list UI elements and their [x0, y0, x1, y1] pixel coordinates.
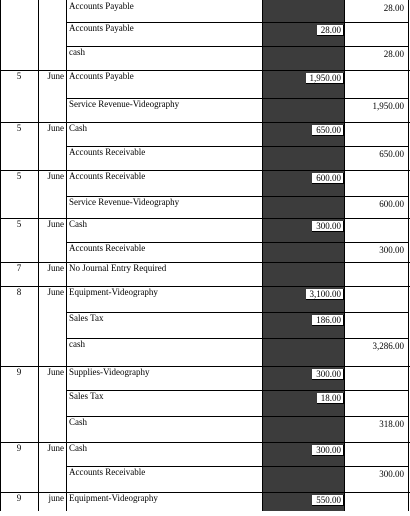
entry-date: June — [47, 367, 64, 377]
entry-number: 5 — [16, 123, 22, 133]
table-row — [0, 492, 410, 516]
credit-amount: 650.00 — [379, 149, 404, 159]
credit-amount: 318.00 — [379, 419, 404, 429]
entry-date: June — [47, 219, 64, 229]
debit-amount: 18.00 — [317, 393, 344, 404]
entry-date: june — [48, 493, 64, 503]
account-name: Supplies-Videography — [69, 367, 150, 377]
entry-number: 9 — [16, 443, 22, 453]
account-name: cash — [69, 339, 85, 349]
entry-date: June — [47, 263, 64, 273]
credit-amount: 28.00 — [383, 49, 404, 59]
debit-amount: 1,950.00 — [306, 73, 345, 84]
table-row — [0, 46, 410, 70]
entry-number: 9 — [16, 493, 22, 503]
debit-amount: 3,100.00 — [306, 289, 345, 300]
entry-number: 8 — [16, 287, 22, 297]
account-name: Sales Tax — [69, 313, 104, 323]
account-name: Equipment-Videography — [69, 493, 158, 503]
account-name: Cash — [69, 443, 87, 453]
account-name: Service Revenue-Videography — [69, 197, 180, 207]
table-row — [0, 196, 410, 218]
credit-amount: 300.00 — [379, 469, 404, 479]
account-name: Cash — [69, 417, 87, 427]
debit-amount: 650.00 — [312, 125, 344, 136]
debit-amount: 28.00 — [317, 25, 344, 36]
account-name: Service Revenue-Videography — [69, 99, 180, 109]
entry-number: 9 — [16, 367, 22, 377]
row-divider — [66, 338, 408, 339]
entry-date: June — [47, 123, 64, 133]
account-name: Accounts Payable — [69, 23, 134, 33]
table-row — [0, 466, 410, 492]
credit-amount: 300.00 — [379, 245, 404, 255]
table-row — [0, 312, 410, 338]
account-name: Accounts Receivable — [69, 147, 146, 157]
table-row — [0, 122, 410, 146]
row-divider — [66, 390, 408, 391]
entry-number: 5 — [16, 171, 22, 181]
account-name: Cash — [69, 123, 87, 133]
table-row — [0, 98, 410, 122]
table-row — [0, 416, 410, 442]
entry-date: June — [47, 287, 64, 297]
credit-amount: 3,286.00 — [372, 341, 404, 351]
entry-number: 5 — [16, 219, 22, 229]
account-name: Accounts Payable — [69, 1, 134, 11]
debit-amount: 300.00 — [312, 445, 344, 456]
table-row — [0, 0, 410, 22]
entry-date: June — [47, 171, 64, 181]
account-name: Accounts Receivable — [69, 467, 146, 477]
debit-amount: 550.00 — [312, 495, 344, 506]
table-row — [0, 22, 410, 46]
row-divider — [66, 312, 408, 313]
table-row — [0, 218, 410, 242]
table-row — [0, 390, 410, 416]
table-row — [0, 442, 410, 466]
table-row — [0, 146, 410, 170]
account-name: Accounts Payable — [69, 71, 134, 81]
credit-amount: 600.00 — [379, 199, 404, 209]
table-row — [0, 366, 410, 390]
account-name: Accounts Receivable — [69, 243, 146, 253]
debit-amount: 300.00 — [312, 221, 344, 232]
debit-amount: 300.00 — [312, 369, 344, 380]
entry-date: June — [47, 71, 64, 81]
table-row — [0, 170, 410, 196]
row-divider — [66, 46, 408, 47]
entry-number: 7 — [16, 263, 22, 273]
account-name: No Journal Entry Required — [69, 263, 167, 273]
table-row — [0, 286, 410, 312]
row-divider — [66, 416, 408, 417]
credit-amount: 1,950.00 — [372, 101, 404, 111]
account-name: Cash — [69, 219, 87, 229]
debit-amount: 186.00 — [312, 315, 344, 326]
table-row — [0, 70, 410, 98]
credit-amount: 28.00 — [383, 3, 404, 13]
account-name: Sales Tax — [69, 391, 104, 401]
account-name: Accounts Receivable — [69, 171, 146, 181]
table-row — [0, 262, 410, 286]
table-row — [0, 242, 410, 262]
entry-date: June — [47, 443, 64, 453]
table-row — [0, 338, 410, 366]
entry-number: 5 — [16, 71, 22, 81]
account-name: cash — [69, 47, 85, 57]
debit-amount: 600.00 — [312, 173, 344, 184]
account-name: Equipment-Videography — [69, 287, 158, 297]
